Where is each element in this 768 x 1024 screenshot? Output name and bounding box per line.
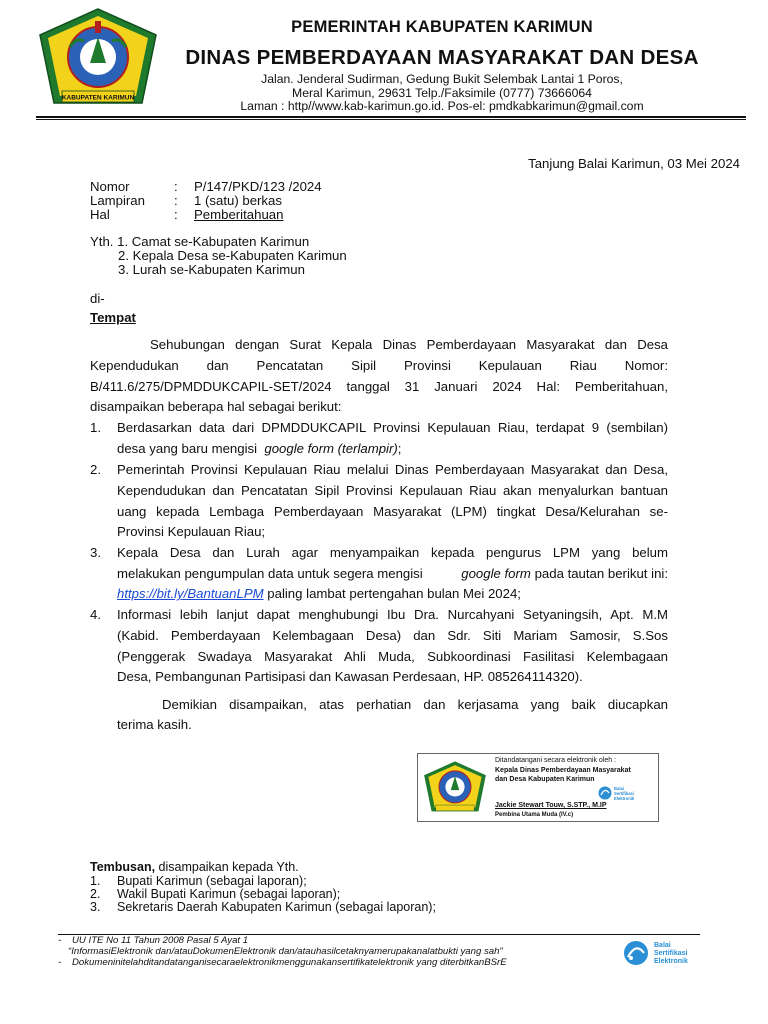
item-4-line-3: (Penggerak Swadaya Masyarakat Ahli Muda, Subkoordinasi Fasilitasi Kelembagaan	[117, 649, 668, 664]
signer-name: Jackie Stewart Touw, S.STP., M.IP	[495, 802, 607, 809]
tembusan-number: 3.	[90, 900, 101, 914]
intro-line-2: Kependudukan dan Pencatatan Sipil Provinsi Kepulauan Riau Nomor:	[90, 358, 668, 373]
item-3-line-1: Kepala Desa dan Lurah agar menyampaikan kepada pengurus LPM yang belum	[117, 545, 668, 560]
kabupaten-karimun-logo-small	[422, 758, 488, 818]
tembusan-number: 1.	[90, 874, 101, 888]
lampiran-value: 1 (satu) berkas	[194, 193, 282, 208]
item-2-line-2: Kependudukan dan Pencatatan Sipil Provinsi Kepulauan Riau akan menyalurkan bantuan	[117, 483, 668, 498]
tembusan-number: 2.	[90, 887, 101, 901]
footer-dash-1: -	[58, 935, 62, 946]
item-3-number: 3.	[90, 545, 101, 560]
tempat-label: Tempat	[90, 310, 136, 325]
bsre-logo-small	[598, 784, 650, 802]
item-3-text-a: melakukan pengumpulan data untuk segera mengisi	[117, 566, 423, 581]
tembusan-text: Bupati Karimun (sebagai laporan);	[117, 874, 307, 888]
letter-date: Tanjung Balai Karimun, 03 Mei 2024	[528, 156, 740, 171]
intro-line-3: B/411.6/275/DPMDDUKCAPIL-SET/2024 tanggal 31 Januari 2024 Hal: Pemberitahuan,	[90, 379, 668, 394]
bsre-line-3: Elektronik	[654, 958, 688, 965]
item-4-line-4: Desa, Pembangunan Partisipasi dan Kawasan Perdesaan, HP. 085264114320).	[117, 669, 583, 684]
header-rule-thin	[36, 119, 746, 120]
item-1-italic: google form (terlampir)	[264, 441, 398, 456]
item-2-line-3: uang kepada Lembaga Pemberdayaan Masyarakat (LPM) tingkat Desa/Kelurahan se-	[117, 504, 668, 519]
bantuan-lpm-link[interactable]: https://bit.ly/BantuanLPM	[117, 586, 264, 601]
agency-name: DINAS PEMBERDAYAAN MASYARAKAT DAN DESA	[185, 46, 699, 69]
address-line-1: Jalan. Jenderal Sudirman, Gedung Bukit Selembak Lantai 1 Poros,	[261, 72, 623, 86]
item-4-line-2: (Kabid. Pemberdayaan Kelembagaan Desa) dan Sdr. Siti Mariam Samosir, S.Sos	[117, 628, 668, 643]
kabupaten-karimun-logo	[36, 7, 160, 111]
bsre-logo	[622, 938, 706, 968]
closing-line-2: terima kasih.	[117, 717, 192, 732]
item-4-number: 4.	[90, 607, 101, 622]
nomor-value: P/147/PKD/123 /2024	[194, 179, 322, 194]
closing-line-1: Demikian disampaikan, atas perhatian dan kerjasama yang baik diucapkan	[162, 697, 668, 712]
colon: :	[174, 207, 178, 222]
tembusan-text: Wakil Bupati Karimun (sebagai laporan);	[117, 887, 341, 901]
tembusan-bold: Tembusan,	[90, 860, 156, 874]
item-4-line-1: Informasi lebih lanjut dapat menghubungi Ibu Dra. Nurcahyani Setyaningsih, Apt. M.M	[117, 607, 668, 622]
signer-title-1: Kepala Dinas Pemberdayaan Masyarakat	[495, 767, 631, 774]
item-1-end: ;	[397, 441, 402, 456]
tembusan-item-2	[90, 887, 340, 901]
tembusan-rest: disampaikan kepada Yth.	[155, 860, 299, 874]
signed-by-label: Ditandatangani secara elektronik oleh :	[495, 757, 617, 764]
electronic-signature-box	[417, 753, 659, 822]
bsre-line-2: Sertifikasi	[654, 950, 688, 957]
item-2-line-4: Provinsi Kepulauan Riau;	[117, 524, 266, 539]
meta-hal	[90, 207, 283, 222]
item-3-text-end: paling lambat pertengahan bulan Mei 2024;	[263, 586, 521, 601]
di-label: di-	[90, 291, 105, 306]
government-name: PEMERINTAH KABUPATEN KARIMUN	[291, 18, 593, 36]
logo-caption: KABUPATEN KARIMUN	[61, 94, 135, 102]
bsre-small-line-1: Balai	[614, 786, 625, 791]
bsre-line-1: Balai	[654, 942, 671, 949]
colon: :	[174, 179, 178, 194]
header-rule-thick	[36, 116, 746, 118]
intro-line-1: Sehubungan dengan Surat Kepala Dinas Pemberdayaan Masyarakat dan Desa	[150, 337, 668, 352]
item-2-line-1: Pemerintah Provinsi Kepulauan Riau melalui Dinas Pemberdayaan Masyarakat dan Desa,	[117, 462, 668, 477]
item-3-line-2	[117, 566, 668, 581]
tembusan-text: Sekretaris Daerah Kabupaten Karimun (sebagai laporan);	[117, 900, 436, 914]
recipient-line-1: Yth. 1. Camat se-Kabupaten Karimun	[90, 234, 310, 249]
signer-title-2: dan Desa Kabupaten Karimun	[495, 776, 595, 783]
footer-dash-2: -	[58, 957, 62, 968]
item-1-number: 1.	[90, 420, 101, 435]
item-1-text: desa yang baru mengisi	[117, 441, 258, 456]
intro-line-4: disampaikan beberapa hal sebagai berikut:	[90, 399, 342, 414]
meta-lampiran	[90, 193, 282, 208]
footer-line-1: UU ITE No 11 Tahun 2008 Pasal 5 Ayat 1	[72, 935, 249, 946]
item-2-number: 2.	[90, 462, 101, 477]
bsre-small-line-3: Elektronik	[614, 796, 635, 801]
recipient-line-2: 2. Kepala Desa se-Kabupaten Karimun	[118, 248, 347, 263]
nomor-label: Nomor	[90, 179, 130, 194]
hal-value: Pemberitahuan	[194, 207, 284, 222]
lampiran-label: Lampiran	[90, 193, 145, 208]
recipient-line-3: 3. Lurah se-Kabupaten Karimun	[118, 262, 305, 277]
meta-nomor	[90, 179, 322, 194]
footer-line-3: Dokumeninitelahditandatanganisecaraelektronikmenggunakansertifikatelektronik yang diterbitkanBSrE	[72, 957, 507, 968]
colon: :	[174, 193, 178, 208]
address-line-3: Laman : http//www.kab-karimun.go.id. Pos-el: pmdkabkarimun@gmail.com	[240, 99, 644, 113]
tembusan-item-3	[90, 900, 436, 914]
item-3-italic: google form	[461, 566, 531, 581]
item-3-text-c: pada tautan berikut ini:	[534, 566, 668, 581]
hal-label: Hal	[90, 207, 110, 222]
item-1-line-2	[117, 441, 401, 456]
signer-rank: Pembina Utama Muda (IV.c)	[495, 812, 574, 818]
bsre-small-line-2: Sertifikasi	[614, 791, 635, 796]
item-1-line-1: Berdasarkan data dari DPMDDUKCAPIL Provinsi Kepulauan Riau, terdapat 9 (sembilan)	[117, 420, 668, 435]
tembusan-heading	[90, 860, 299, 874]
tembusan-item-1	[90, 874, 307, 888]
item-3-line-3	[117, 586, 521, 601]
address-line-2: Meral Karimun, 29631 Telp./Faksimile (0777) 73666064	[292, 86, 592, 100]
footer-line-2: “InformasiElektronik dan/atauDokumenElektronik dan/atauhasilcetaknyamerupakanalatbukti yang sah”	[68, 946, 503, 957]
